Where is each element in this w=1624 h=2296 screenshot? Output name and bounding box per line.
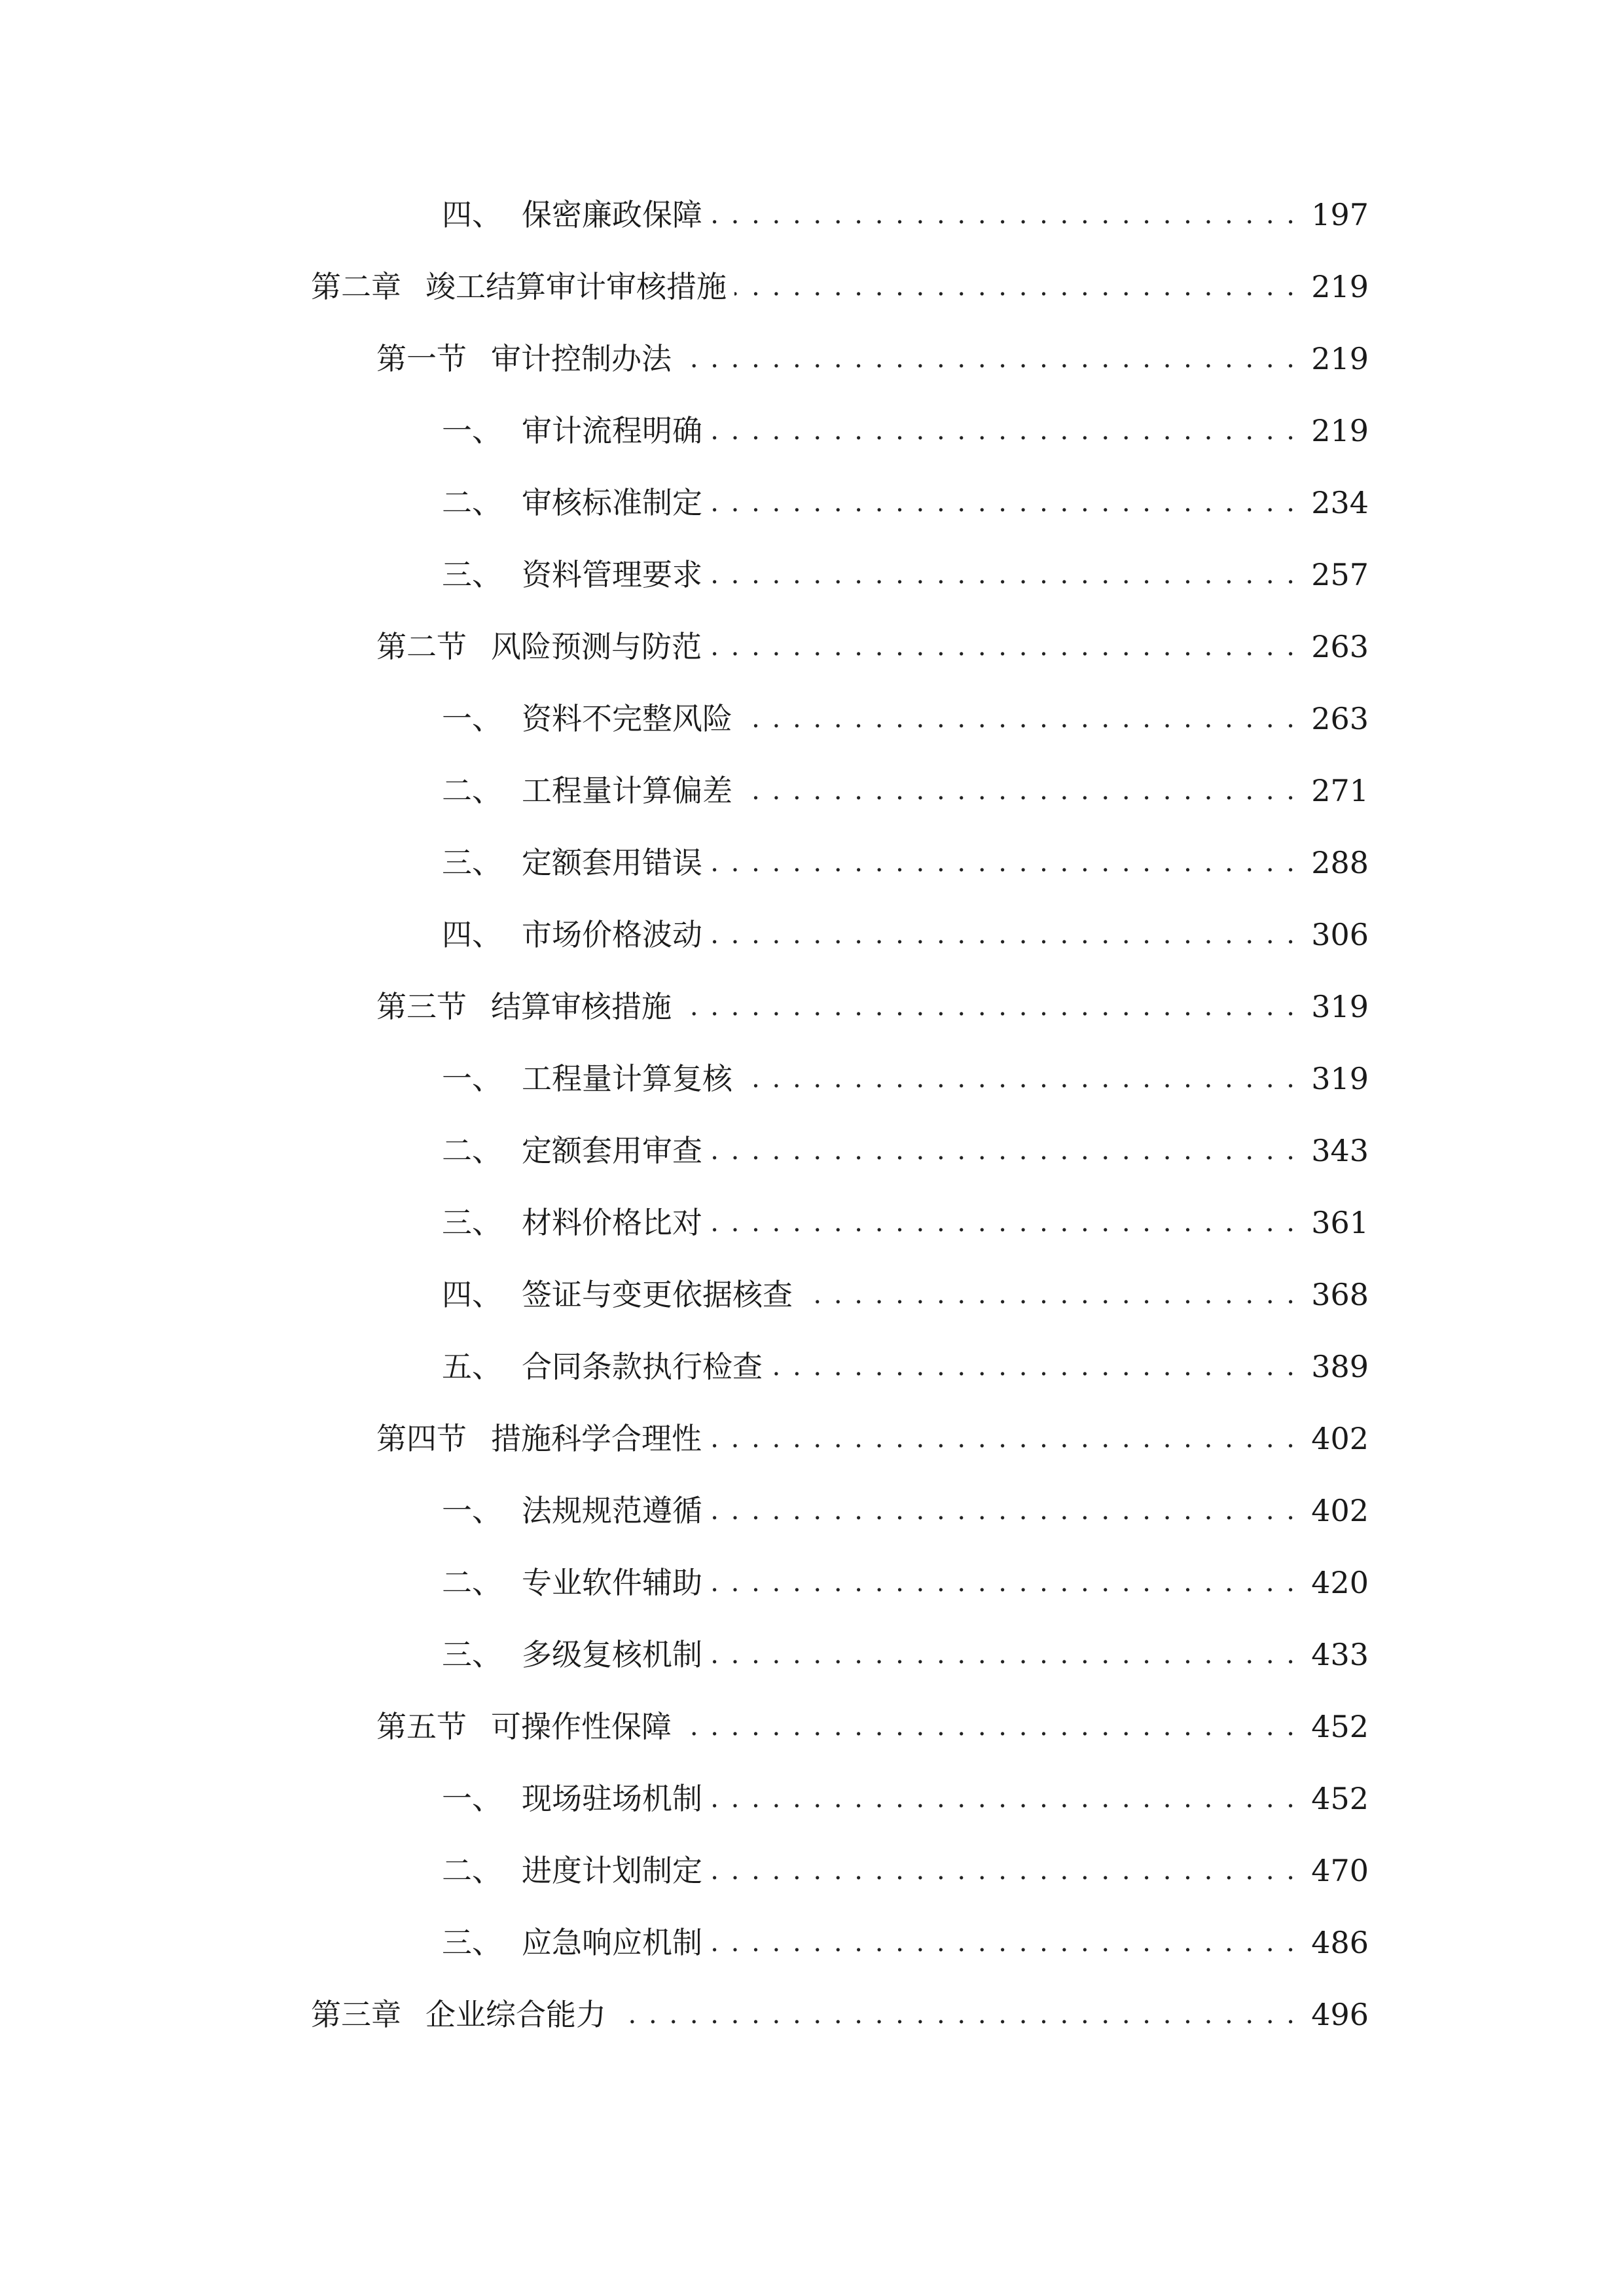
toc-entry-number: 第二章 [311, 269, 401, 304]
dot-leader [734, 263, 1297, 310]
toc-entry-page: 219 [1311, 341, 1369, 376]
toc-entry-number: 三、 [442, 1637, 502, 1672]
toc-entry[interactable] [442, 1919, 1369, 1966]
dot-leader [710, 191, 1297, 238]
toc-entry-title: 定额套用错误 [522, 845, 702, 880]
toc-entry-title: 企业综合能力 [425, 1997, 606, 2032]
toc-entry-page: 197 [1311, 197, 1369, 232]
toc-entry-number: 一、 [442, 701, 502, 736]
toc-entry-page: 288 [1311, 845, 1369, 880]
dot-leader [614, 1991, 1297, 2038]
toc-entry-title: 审核标准制定 [522, 485, 702, 520]
toc-entry-number: 五、 [442, 1349, 502, 1384]
toc-entry-title: 风险预测与防范 [491, 629, 702, 664]
toc-entry-title: 专业软件辅助 [522, 1565, 702, 1600]
dot-leader [679, 1703, 1297, 1750]
toc-entry-title: 进度计划制定 [522, 1853, 702, 1888]
toc-entry-title: 保密廉政保障 [522, 197, 702, 232]
toc-entry[interactable] [442, 1343, 1369, 1390]
toc-entry-page: 389 [1311, 1349, 1369, 1384]
toc-entry-title: 竣工结算审计审核措施 [425, 269, 727, 304]
toc-entry[interactable] [442, 191, 1369, 238]
toc-entry-title: 资料管理要求 [522, 557, 702, 592]
toc-entry-title: 可操作性保障 [491, 1709, 672, 1744]
toc-entry[interactable] [442, 911, 1369, 958]
toc-entry-number: 二、 [442, 1133, 502, 1168]
toc-entry-number: 第五节 [376, 1709, 467, 1744]
toc-entry-title: 合同条款执行检查 [522, 1349, 763, 1384]
dot-leader [710, 1487, 1297, 1534]
toc-entry[interactable] [376, 1415, 1369, 1462]
toc-entry[interactable] [311, 263, 1369, 310]
toc-entry-number: 二、 [442, 485, 502, 520]
toc-entry-number: 第三节 [376, 989, 467, 1024]
dot-leader [740, 1055, 1297, 1102]
toc-entry-page: 219 [1311, 413, 1369, 448]
toc-entry-number: 第二节 [376, 629, 467, 664]
toc-entry-number: 一、 [442, 1061, 502, 1096]
toc-entry-title: 法规规范遵循 [522, 1493, 702, 1528]
toc-entry-title: 应急响应机制 [522, 1925, 702, 1960]
toc-entry-number: 四、 [442, 917, 502, 952]
toc-entry-title: 结算审核措施 [491, 989, 672, 1024]
toc-entry[interactable] [442, 695, 1369, 742]
toc-entry[interactable] [376, 335, 1369, 382]
toc-entry-page: 433 [1311, 1637, 1369, 1672]
dot-leader [710, 623, 1297, 670]
toc-entry-page: 343 [1311, 1133, 1369, 1168]
toc-entry-title: 审计控制办法 [491, 341, 672, 376]
toc-entry-title: 措施科学合理性 [491, 1421, 702, 1456]
toc-entry-number: 第四节 [376, 1421, 467, 1456]
toc-entry-number: 二、 [442, 1565, 502, 1600]
toc-entry[interactable] [442, 1559, 1369, 1606]
toc-entry-title: 审计流程明确 [522, 413, 702, 448]
toc-entry-number: 四、 [442, 197, 502, 232]
toc-entry[interactable] [442, 1631, 1369, 1678]
dot-leader [710, 839, 1297, 886]
toc-entry-page: 219 [1311, 269, 1369, 304]
toc-entry-number: 一、 [442, 1493, 502, 1528]
toc-entry-page: 234 [1311, 485, 1369, 520]
toc-entry-number: 第一节 [376, 341, 467, 376]
toc-entry-title: 材料价格比对 [522, 1205, 702, 1240]
toc-entry-page: 402 [1311, 1421, 1369, 1456]
toc-entry-title: 签证与变更依据核查 [522, 1277, 793, 1312]
toc-entry-page: 486 [1311, 1925, 1369, 1960]
dot-leader [710, 1847, 1297, 1894]
toc-entry[interactable] [442, 551, 1369, 598]
toc-entry[interactable] [442, 1271, 1369, 1318]
toc-entry[interactable] [442, 1199, 1369, 1246]
dot-leader [710, 1559, 1297, 1606]
dot-leader [770, 1343, 1297, 1390]
dot-leader [740, 695, 1297, 742]
toc-entry[interactable] [376, 1703, 1369, 1750]
dot-leader [710, 479, 1297, 526]
toc-entry-page: 496 [1311, 1997, 1369, 2032]
toc-entry[interactable] [442, 767, 1369, 814]
toc-entry-number: 二、 [442, 773, 502, 808]
toc-entry-number: 三、 [442, 1205, 502, 1240]
dot-leader [740, 767, 1297, 814]
toc-entry[interactable] [442, 407, 1369, 454]
toc-entry-number: 三、 [442, 845, 502, 880]
toc-entry-title: 现场驻场机制 [522, 1781, 702, 1816]
toc-entry-page: 361 [1311, 1205, 1369, 1240]
dot-leader [710, 551, 1297, 598]
toc-entry[interactable] [442, 1775, 1369, 1822]
dot-leader [679, 983, 1297, 1030]
toc-entry-page: 368 [1311, 1277, 1369, 1312]
toc-entry-page: 263 [1311, 701, 1369, 736]
toc-entry-title: 资料不完整风险 [522, 701, 732, 736]
toc-entry-number: 二、 [442, 1853, 502, 1888]
dot-leader [710, 1199, 1297, 1246]
toc-entry-title: 工程量计算复核 [522, 1061, 732, 1096]
toc-entry-page: 402 [1311, 1493, 1369, 1528]
toc-entry[interactable] [376, 623, 1369, 670]
toc-entry-page: 271 [1311, 773, 1369, 808]
toc-entry-page: 306 [1311, 917, 1369, 952]
dot-leader [710, 911, 1297, 958]
toc-entry-page: 319 [1311, 1061, 1369, 1096]
toc-entry-page: 420 [1311, 1565, 1369, 1600]
toc-entry-page: 452 [1311, 1709, 1369, 1744]
toc-entry-title: 市场价格波动 [522, 917, 702, 952]
dot-leader [710, 1127, 1297, 1174]
toc-entry[interactable] [376, 983, 1369, 1030]
dot-leader [710, 407, 1297, 454]
toc-entry-number: 一、 [442, 1781, 502, 1816]
dot-leader [710, 1919, 1297, 1966]
toc-entry-title: 定额套用审查 [522, 1133, 702, 1168]
dot-leader [801, 1271, 1297, 1318]
toc-entry[interactable] [442, 1847, 1369, 1894]
toc-entry[interactable] [442, 1127, 1369, 1174]
toc-entry-page: 263 [1311, 629, 1369, 664]
toc-entry[interactable] [311, 1991, 1369, 2038]
toc-entry[interactable] [442, 1487, 1369, 1534]
toc-entry[interactable] [442, 839, 1369, 886]
toc-entry-page: 452 [1311, 1781, 1369, 1816]
toc-entry-page: 257 [1311, 557, 1369, 592]
toc-entry-number: 第三章 [311, 1997, 401, 2032]
toc-entry-page: 470 [1311, 1853, 1369, 1888]
toc-entry-number: 三、 [442, 557, 502, 592]
dot-leader [710, 1775, 1297, 1822]
toc-entry-title: 工程量计算偏差 [522, 773, 732, 808]
toc-entry[interactable] [442, 1055, 1369, 1102]
toc-entry-number: 三、 [442, 1925, 502, 1960]
toc-entry-title: 多级复核机制 [522, 1637, 702, 1672]
dot-leader [710, 1631, 1297, 1678]
toc-entry-number: 四、 [442, 1277, 502, 1312]
toc-entry[interactable] [442, 479, 1369, 526]
toc-entry-number: 一、 [442, 413, 502, 448]
toc-entry-page: 319 [1311, 989, 1369, 1024]
dot-leader [710, 1415, 1297, 1462]
dot-leader [679, 335, 1297, 382]
